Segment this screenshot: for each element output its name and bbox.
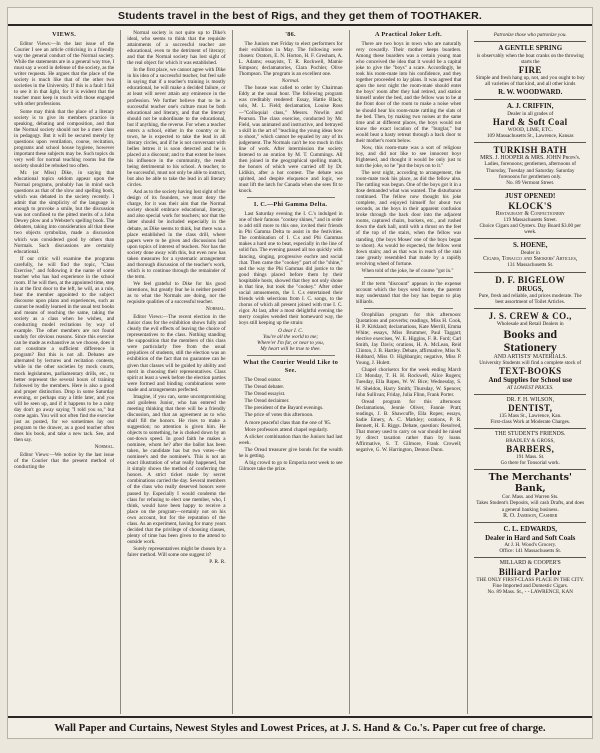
ad-griffin-coal (474, 100, 586, 143)
ad-title: D. F. BIGELOW (495, 274, 566, 285)
ad-crew (474, 309, 586, 394)
signature: Normal. (205, 306, 226, 313)
ad-title: DR. F. H. WILSON, (506, 396, 555, 403)
ad-billiard-parlor (474, 558, 586, 598)
list-item: A big crowd to go to Emporia next week to see Gilmore take the prize. (238, 459, 343, 472)
column-divider (232, 30, 233, 714)
ad-body: is observably when the boat cranks on the throwing starts the (476, 52, 584, 65)
ad-turkish-bath (474, 143, 586, 190)
ad-body: Dealer in all grades of (507, 110, 554, 117)
column-divider (349, 30, 350, 714)
ad-body: Dealer in (520, 249, 540, 256)
bottom-banner (8, 716, 592, 738)
ad-title: BARBERS, (506, 443, 555, 454)
ad-title: S. HOENE, (513, 241, 548, 250)
ad-body: No. 89 Mass. St., - - LAWRENCE, KAN (487, 589, 573, 596)
ad-body: University Students will find a complete stock of (479, 359, 582, 366)
ad-title: A. J. CRIFFIN, (507, 102, 554, 111)
article-paragraph: The Juniors met Friday to elect performers for their exhibition in May. The following were chosen: Orators, E. N. Horton, H. F. Gresham, A. L. Adams; essayists, T. R. Rockwell, Mamie Simpson; declamatories, Clara Pochler, Olive Thompson. The program is an excellent one. (238, 41, 343, 78)
ad-body: Wholesale and Retail Dealers in (496, 321, 564, 328)
article-paragraph: We feel grateful to Dike for his good intentions, but greatly fear he is neither posted as to what the Normals are doing, nor the requisite qualities of a successful teacher. (127, 280, 226, 306)
list-item: The Oread treasurer give bonds for the wealth he is getting. (238, 446, 343, 459)
article-paragraph: In the first place, we cannot agree with Dike in his idea of a successful teacher, but feel safe in saying that if a teacher's training is mostly educational, he will make a decided failure, or at least will never attain any eminence in the profession. We further believe that to be a successful teacher one's culture must be both educational and literary, and that the literary should not be subordinate to the educational, but if anything, the reverse. For when a teacher enters a school, either in the country or in town, he is expected to take the lead in all literary circles, and if he is not conversant with belles lettres it is soon detected and he is placed at a discount; and to that extent he loses his influence in the community, the result being detrimental to his school. A teacher, to be successful, must not only be able to instruct, but also be able to take the lead in all literary circles. (127, 67, 226, 189)
ad-title: JUST OPENED! (505, 192, 556, 201)
ad-body: Takes Student's Deposits, will cash Drafts, and does a general banking business. (476, 500, 585, 513)
ad-gentle-spring (474, 42, 586, 100)
ad-title: Billiard Parlor (498, 566, 562, 577)
ad-bigelow (474, 273, 586, 310)
list-item: The Oread debater. (244, 384, 285, 391)
ad-title: THE STUDENT'S FRIENDS. (495, 431, 566, 438)
bottom-banner-text: Wall Paper and Curtains, Newest Styles and Lowest Prices, at J. S. Hand & Co.'s. Paper cut free of charge. (54, 722, 546, 734)
article-paragraph: Last Saturday evening the I. C.'s indulged in one of their famous "cookey shines," and in order to add still more to this one, invited their friends in Phi Gamma Delta to assist in the festivities. The combination of I. C.s and Phi Gammas makes a hard one to beat, especially in the line of solid fun. The evening passed all too quickly with dancing, singing, progressive euchre and social chat. Then came the "cookey" part of the "shine," and the way the Phi Gammas did justice to the good things placed before them by their hospitable hosts, showed that they not only shone in that line, but took the "cookey." After other social amusements, the I. C.s entertained their friends with selections from I. C. songs, to the chorus of which all present joined with true I. C. vigor. At last, after a most delightful evening the merry couples wended their homeward way, the boys still keeping up the strain: (238, 211, 343, 327)
ad-body: At J. H. Wood's Grocery. (504, 542, 557, 549)
ad-klocks (474, 190, 586, 239)
poem (239, 328, 343, 352)
column-views (14, 30, 114, 714)
patronize-note (474, 30, 586, 42)
article-paragraph: Normal society is not quite up to Dike's ideal, who seems to think that the requisite attainments of a successful teacher are educational, even to the detriment of literary; and that the Normal society has lost sight of the real object for which it was established. (127, 30, 226, 67)
ad-body: Fine Imported and Domestic Cigars. (492, 582, 569, 589)
article-paragraph: If our critic will examine the programs carefully, he will find the topic, "Class Exercise," and following it the name of some teacher who has had experience in the school room. If he will then, at the appointed time, step in at the first door to the left, he will, as a rule, hear the member appointed to the subject discourse upon plans and experiences, such as cannot be readily learned in the usual text books and means of reaching the same, taking the society as a class when he wishes, and conducting model recitations by way of example. The other members are not found unduly for obvious reasons. Since this exercise can be made as exhaustive as we choose, does it not constitute a sufficient difference in program? But this is not all. Debates are alternated by lectures and recitation contests, while in the other societies by mock courts, mock legislatures, parliamentary drills, etc., to better represent the several hours of training followed by the members. Here is also a good and proper distinction. Drop in some Saturday evening, or perhaps stay a little later, and you will be seen up, and if it happens to be a rainy day don't go away saying "I told you so," but come again. You will not often find the exercise just as posted, for we sometimes lay our program to the drawer, as a good teacher often does his book, and take a new tack. See, and then say. (14, 255, 115, 444)
column-advertisements (474, 30, 586, 714)
ad-body: First-class Work at Moderate Charges. (490, 419, 571, 426)
normal-heading: Normal. (281, 78, 300, 85)
article-paragraph: Chapel chorisetcs for the week ending March 13: Monday, T. H. H. Rockwell, Alice Rogers; Tuesday, Ella Ropes, W. W. Bice; Wednesday, S. W. Sheldon, Harry Smith; Thursday, W. Spencer, John Sullivan; Friday, Julia Flinn, Frank Porter. (355, 367, 462, 398)
poem-line: Where'er I'm far, or near to you, (257, 340, 324, 347)
column-three (239, 30, 343, 714)
article-paragraph: When told of the joke, he of course "got in." (361, 267, 454, 274)
courier-would-like-heading: What the Courier Would Like to See. (242, 359, 339, 375)
column-divider (467, 30, 468, 714)
list-item: A slicker combination than the Juniors had last week. (238, 433, 343, 446)
article-paragraph: Orophilian program for this afternoon: Quotations and proverbs; readings, Miss H. Cook, H. P. Kirkland; declamations, Kate Merrill, Emma White; essays, Miss Brummer, Paul Taggart; elective exercises, W. E. Higgins, F. R. Ford; Carl Smith, Jay Davis; orations, H. A. McLean, Reid Clinton, J. B. Hartley. Debate, affirmative, Miss N. Hubbard, Miss O. Highbargin; negative, Miss P. Young, J. Hulett. (355, 311, 462, 367)
ad-title: Books and Stationery (503, 326, 558, 354)
column-divider (120, 30, 121, 714)
ad-body: 119 Massachusetts Street. (503, 216, 558, 223)
ad-body: Dealer in Hard and Soft Coals (485, 533, 576, 542)
ad-body: 191 Mass. St. (516, 453, 545, 460)
ic-phi-gamma-heading: I. C.—Phi Gamma Delta. (253, 201, 328, 209)
ad-body: 135 Mass St., Lawrence, Kan. (498, 412, 562, 419)
ad-body: BRADLEY & GROSS, (505, 437, 555, 444)
top-banner-text: Students travel in the best of Rigs, and they get them of TOOTHAKER. (117, 10, 483, 22)
ad-body: Cor. Mass. and Warren Sts. (502, 494, 559, 501)
article-paragraph: Editor Views:—In the last issue of the Courier I see an article criticising in a friendly way the general conduct of the Normal society. While the statements are in a general way true, I must say a word in defense of the society, as the writer requests. He argues that the place of the society is much like that of the other two societies in the University. If this is a fault I fail to see it in that light, for it is evident that the teacher must keep in touch with those engaged with other professions. (14, 41, 115, 108)
ad-dentist (474, 395, 586, 430)
article-paragraph: Imagine, if you can, some uncompromising and guileless Junior, who has entered the meeting thinking that there will be a friendly discussion, and that an agreement as to who shall fill the honors. He rises to make a suggestion; no attention is given him. He objects to something, he is choked down by an out-down speed. In good faith he makes a nominee, whom he? after the ballot has been taken, he candidate has but two votes—the nominee's and the nominee's. This is not an exact illustration of what really happened, but it simply shows the method of conferring the honors. A strict ticket made by secret combinations carried the day. Several members of the class who really deserved honors were passed by. Especially I would condemn the class for refusing to elect one member, who, I think, would have been happy to receive a place on the program—certainly not on his own account, but for the reputation of the class. As an experiment, having for many years decided that the privilege of choosing classes, plenty of time has been given to the attend to outside work. (127, 393, 226, 545)
list-item: The price of votes this afternoon. (244, 412, 314, 419)
article-paragraph: The next night, according to arrangement, the room-mate took his place, as did the fellow also. The rattling was begun. One of the boys got it in a dose demanded what was wanted. The disturbance continued. The fellow now thought his joke complete, and enjoyed himself for about two seconds, as the boys in their apparent confusion broke through the back door into the adjacent rooms, captured chairs, buckets, etc., and rushed down the dark hall, until with a thrust on the feet of the top of the stairs, when the fellow was standing, (the boys Moses' one of the boys began to shoot). As would be expected, the fellow went down stairs; and as that was in reach of the stair case greatly resembled that made by a rapidly revolving wheel of fortune. (355, 169, 462, 267)
patronize-text: Patronize those who patronize you. (493, 32, 567, 38)
ad-title: The Merchants' Bank, (488, 472, 572, 495)
ad-body: Restaurant & Confectionery (495, 210, 565, 217)
article-paragraph: The house was called to order by Chairman Eddy at the usual hour. The following program was creditably rendered: Essay, Hattie Black; solo, M. L. Field; declamation, Louise Ross—"Colloquial class," Messrs. Nowlin and Pearson. The class exercise, conducted by Mr. Field, was animated and instructive, and betrayed a skill in the art of "teaching the young ideas how to shoot," which cannot be equaled by any of its judgement. The Normals can't be too much in this line of work. After intermission the society listened to an oration by M. T. Cummings. All then joined in the geographical spelling match, the honors of which were carried off by Dr. Lidikin, after a hot contest. The debate was spirited, and despite eloquence and logic, we must lift the latch for Canada when she sees fit to knock. (238, 85, 343, 195)
signature: P. R. R. (209, 559, 226, 566)
poem-line: O dear I. C. (278, 328, 304, 335)
ad-body: No. 89 Vermont Street. (506, 179, 555, 186)
views-heading: VIEWS. (52, 31, 77, 38)
ad-hoene (474, 239, 586, 272)
ad-title: C. L. EDWARDS, (503, 525, 557, 534)
column-two (127, 30, 225, 714)
ad-body: Choice Cigars and Oysters. Day Board $3.00 per week. (479, 223, 582, 236)
ad-body: Go there for Tonsorial work. (500, 460, 560, 466)
article-paragraph: If the term "discount" appears in the expense account which the boys send home, the parents may understand that the boy has begun to play billiards. (355, 280, 462, 305)
ad-title: DENTIST, (508, 402, 553, 413)
ad-body: And Supplies for School use (488, 376, 572, 385)
class-86-heading: '86. (285, 31, 296, 38)
article-paragraph: Editor Views:—The recent election in the Junior class for the exhibition shows fully and clearly the evil effects of leaving the choice of representatives to the class. Nothing standing the supposition that the members of this class were particularly free from the usual prejudices of students, still the election was an exhibition of the fact that no guarantee can be given that classes will be guided by ability and merit in choosing their representatives. Class spirit at least a week before the election parties were formed and binding combinations were made and arrangements perfected. (127, 314, 226, 393)
practical-joker-heading: A Practical Joker Left. (375, 31, 442, 38)
ad-body: Pure, fresh and reliable, and prices moderate. The best assortment of Toilet Articles. (478, 293, 582, 306)
poem-line: My heart will be true to thee. (260, 346, 321, 353)
ad-edwards (474, 523, 586, 558)
section-rule (247, 355, 335, 356)
poem-line: You're all the world to me; (263, 334, 319, 341)
article-paragraph: And as to the society having lost sight of the design of its founders, we must deny the charge, for it was their aim that the Normal society should embrace educational, literary, and also special work for teachers; nor that the latter should be included especially in the debate, as Dike seems to think, but there was a place established in the class drill, where papers were to be given and discussions had upon topics of interest of teachers. Nor has the society done away with this, but even now has taken measures for a systematic arrangement and thorough discussion of the teacher's work, which is to continue through the remainder of the term. (127, 189, 226, 280)
ad-title: MILLARD & COOPER'S (499, 560, 561, 567)
ad-body: Office: 141 Massachusetts St. (499, 548, 562, 555)
ad-title: DRUGS, (517, 284, 544, 293)
article-paragraph: Mr. (or Miss) Dike, in saying that educational topics seldom appear upon the Normal programs, probably has in mind such questions as that of the slow and spelling book, which was debated in the society recently. I admit that the simplicity of the language is enough to provoke a smile, but the discussion was not confined to the pitted merits of a John Dewey plow and a Webster's spelling book. The debaters, taking into consideration all that these two objects symbolize, made a discussion which was considered good by others than Normals. Such discussions are certainly educational. (14, 169, 115, 255)
ad-body: AT LOWEST PRICES. (507, 384, 554, 391)
ad-body: Simple and fresh hang up, not, and you ought to buy all varieties of that kind, and all other kinds (475, 75, 585, 88)
ad-title: TEXT-BOOKS (498, 366, 562, 377)
ad-title: J. S. CREW & CO., (488, 311, 572, 322)
ad-body: AND ARTISTS' MATERIALS. (493, 353, 567, 360)
ad-body: 109 Massachusetts St., Lawrence, Kansas (486, 132, 574, 139)
article-paragraph: There are two boys in town who are naturally very cowardly. Their mother keeps boarders. Among these boarders was a certain young man who conceived the idea that it would be a capital joke to give the "boys" a scare. Accordingly, he took his room-mate into his confidence, and they together proceeded to lay plans. It was agreed that upon the next night the room-mate should enter the boys' room after they had retired, and station himself under the bed, and the fellow was to be at the front door of the room to make a noise when he should hear his room-mate rattling the slats of the bed. Then, by making two noises at the same time and at different places, the boys would not know the exact location of the "burglar," but would beat a hasty retreat through a back door to their mother's room below. (355, 41, 462, 144)
section-rule (364, 277, 454, 278)
ad-barbers (474, 429, 586, 470)
article-paragraph: Editor Views:—We notice by the last issue of the Courier that the present method of conducting the (14, 452, 115, 471)
ad-title: A GENTLE SPRING (498, 44, 563, 53)
list-item: A more peaceful class than the one of '85. (244, 419, 332, 426)
top-banner (8, 8, 592, 26)
column-four (356, 30, 462, 714)
section-rule (364, 308, 454, 309)
ad-body: MRS. J. HOOPER & MRS. JOHN Props's. (480, 155, 581, 162)
section-rule (247, 197, 335, 198)
ad-merchants-bank (474, 470, 586, 523)
article-paragraph: Now, this room-mate was a sort of religious boy, and did not like to see innocent boys frightened, and thought it would be only just to turn the joke, so he "put the boys on to it." (355, 144, 462, 169)
signature: Normal. (94, 444, 115, 451)
article-paragraph: Surely representatives might be chosen by a fairer method. Will some one suggest it? (127, 545, 226, 558)
list-item: The Oread orator. (244, 377, 282, 384)
ad-title: R. W. WOODWARD. (498, 87, 563, 96)
list-item: The president of the Bayard evenings. (244, 405, 324, 412)
list-item: The Oread declaimer. (244, 398, 290, 405)
ad-title: FIRE (518, 65, 542, 76)
article-paragraph: Some may think that the place of a literary society is to give its members practice in speaking, debating and composition, and that the Normal society should not be a mere class in pedagogy. But it will be secured merely by questions upon ventilation, course, recitation, programs and school house hygiene, however important these subjects may be. Such topics do very well for normal teaching rooms but the society should be rebuked too often. (14, 108, 115, 169)
ad-title: Cigars, Tobacco and Smokers' Articles, (483, 256, 578, 263)
ad-body: WOOD, LIME, ETC. (507, 126, 553, 133)
newspaper-page (7, 7, 593, 739)
ad-body: R. O. Jameson, Cashier (503, 512, 558, 519)
columns (14, 30, 586, 714)
ad-body: THE ONLY FIRST-CLASS PLACE IN THE CITY. (476, 576, 585, 583)
ad-body: Ladies, forenoons; gentlemen, afternoons of Thursday, Tuesday and Saturday. Saturday forenoons for gentlemen only. (484, 161, 577, 180)
article-paragraph: Oread program for this afternoon: Declamations, Jennie Oliver, Fannie Pratt; readings, J. B. Shawcuffe, Ella Ropes; essays, Sadie Emery, A. C. Markley; orations, P. R. Bennett, H. E. Riggs. Debate, question: Resolved, That money used to carry on war should be raised by direct taxation rather than by loans. Affirmative, S. T. Gilmore, Frank Crowell; negative, G. W. Harrington, Denton Dunn. (355, 398, 462, 453)
list-item: More professors attend chapel regularly. (244, 426, 329, 433)
list-item: The Oread essayist. (244, 391, 286, 398)
ad-body: 131 Massachusetts St. (507, 262, 554, 269)
ad-title: Hard & Soft Coal (492, 116, 568, 127)
ad-title: KLOCK'S (508, 200, 553, 211)
ad-title: TURKISH BATH (493, 145, 567, 156)
